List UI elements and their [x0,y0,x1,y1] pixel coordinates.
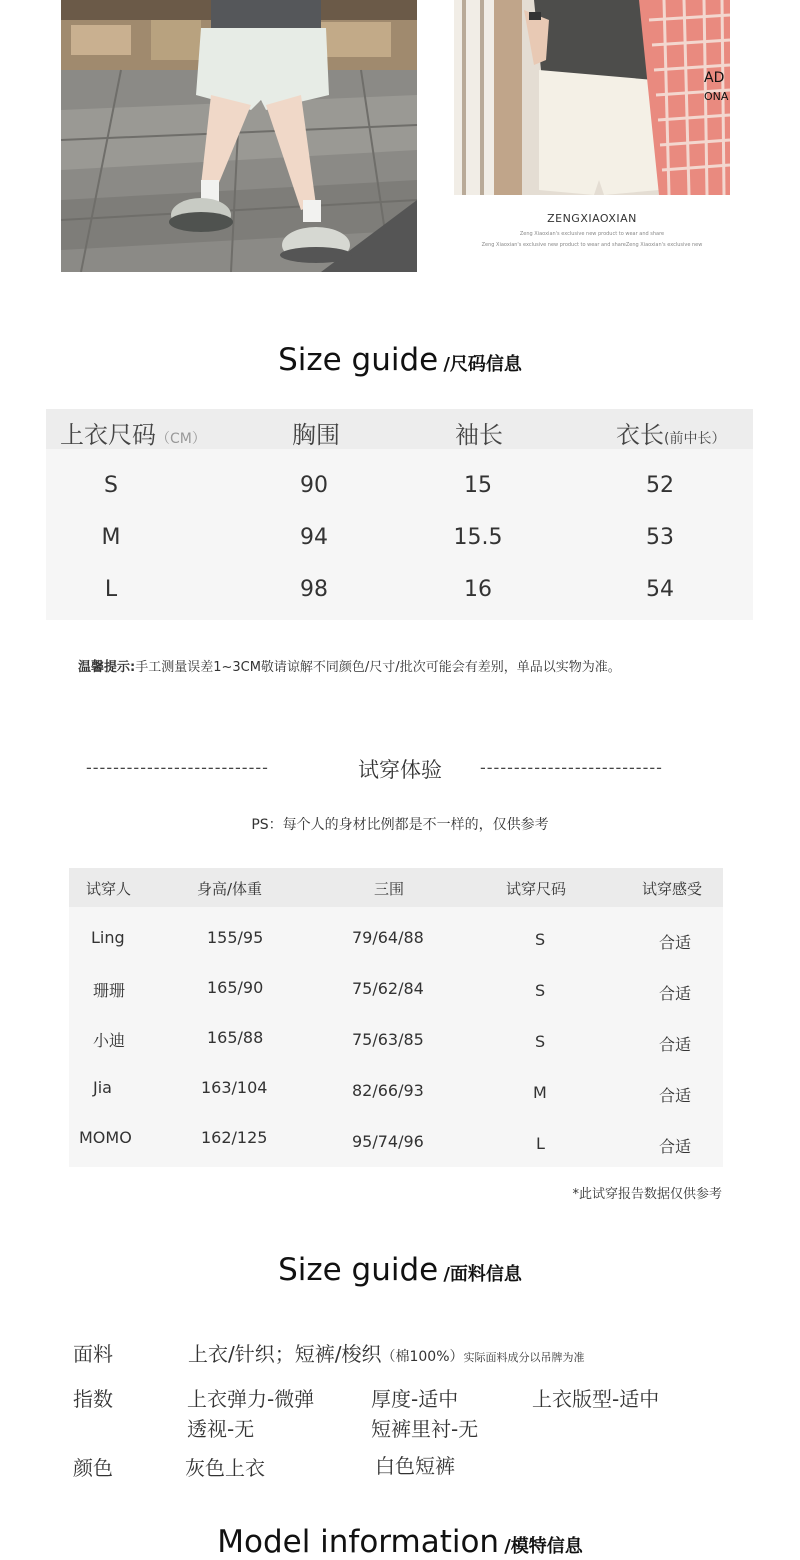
try-on-title: 试穿体验 [358,758,442,782]
tester-name: 小迪 [93,1031,126,1050]
chest-cell: 90 [300,473,328,498]
size-header-size [60,415,206,450]
tester-name: Jia [93,1078,112,1097]
tester-name: MOMO [79,1128,132,1147]
tip-label: 温馨提示: [78,660,136,675]
chest-cell: 94 [300,525,328,550]
try-header-measurements: 三围 [374,880,405,898]
fabric-guide-title [0,1252,800,1288]
chest-cell: 98 [300,577,328,602]
fabric-material: 上衣/针织；短裤/梭织 [188,1342,382,1366]
tester-size: S [535,981,546,1000]
size-table-header [46,409,753,449]
sleeve-cell: 15 [464,473,492,498]
index-fit: 上衣版型-适中 [532,1387,660,1411]
brand-tagline-1: Zeng Xiaoxian's exclusive new product to wear and share [519,231,665,237]
sign-text-1: AD [704,70,725,86]
try-header-size: 试穿尺码 [506,880,567,898]
tester-height-weight: 165/88 [207,1028,264,1047]
index-thickness: 厚度-适中 [371,1387,459,1411]
sign-text-2: ONA [704,90,729,103]
model-info-title-big: Model information [217,1524,500,1560]
size-header-sleeve: 袖长 [455,421,503,449]
sleeve-cell: 15.5 [453,525,503,550]
brand-tagline-2: Zeng Xiaoxian's exclusive new product to wear and shareZeng Xiaoxian's exclusive new [481,242,703,248]
size-cell: L [104,577,118,602]
size-header-length-label: 衣长 [616,421,664,449]
try-table-header [69,868,723,907]
size-cell: M [101,525,121,550]
color-shorts: 白色短裤 [375,1454,455,1478]
photo-right-illustration [454,0,730,195]
tester-measurements: 82/66/93 [352,1081,424,1100]
color-top: 灰色上衣 [185,1456,265,1480]
product-photo-right [454,0,730,195]
fabric-value [188,1338,585,1367]
sleeve-cell: 16 [464,577,492,602]
size-guide-title-small: /尺码信息 [443,354,522,375]
color-label: 颜色 [73,1456,113,1480]
tester-measurements: 95/74/96 [352,1132,424,1151]
tester-measurements: 75/62/84 [352,979,424,998]
try-on-note: *此试穿报告数据仅供参考 [572,1187,722,1202]
tester-height-weight: 165/90 [207,978,264,997]
size-guide-title [0,342,800,378]
index-lining: 短裤里衬-无 [371,1417,479,1441]
index-stretch: 上衣弹力-微弹 [187,1387,315,1411]
size-table [46,409,753,620]
fabric-note: 实际面料成分以吊牌为准 [463,1351,585,1364]
tip-text: 手工测量误差1~3CM敬请谅解不同颜色/尺寸/批次可能会有差别，单品以实物为准。 [135,660,621,675]
tester-feeling: 合适 [659,1035,692,1054]
length-cell: 52 [646,473,674,498]
tester-measurements: 79/64/88 [352,928,424,947]
tester-height-weight: 155/95 [207,928,264,947]
tester-feeling: 合适 [659,984,692,1003]
tester-feeling: 合适 [659,1086,692,1105]
tester-feeling: 合适 [659,933,692,952]
try-on-table [69,868,723,1167]
try-on-ps: PS：每个人的身材比例都是不一样的，仅供参考 [251,817,549,833]
size-header-size-label: 上衣尺码 [60,421,156,449]
size-cell: S [104,473,118,498]
try-header-feeling: 试穿感受 [642,880,703,898]
brand-name: ZENGXIAOXIAN [547,212,637,225]
product-photo-left [61,0,417,272]
tester-height-weight: 162/125 [201,1128,268,1147]
length-cell: 53 [646,525,674,550]
fabric-guide-title-big: Size guide [278,1252,439,1288]
measurement-tip [78,656,621,675]
size-header-length-unit: (前中长） [664,431,726,447]
model-info-title [0,1524,800,1560]
tester-size: S [535,930,546,949]
try-header-height-weight: 身高/体重 [197,880,263,898]
try-header-person: 试穿人 [86,880,132,898]
tester-feeling: 合适 [659,1137,692,1156]
tester-measurements: 75/63/85 [352,1030,424,1049]
length-cell: 54 [646,577,674,602]
index-label: 指数 [73,1387,113,1411]
tester-size: S [535,1032,546,1051]
size-guide-title-big: Size guide [278,342,439,378]
tester-size: M [533,1083,547,1102]
fabric-guide-title-small: /面料信息 [443,1264,522,1285]
divider-right: --------------------------- [480,758,663,777]
divider-left: --------------------------- [86,758,269,777]
size-header-length [616,415,725,450]
fabric-label: 面料 [73,1342,113,1366]
size-header-size-unit: （CM） [156,431,206,447]
size-header-chest: 胸围 [292,421,340,449]
tester-size: L [536,1134,545,1153]
tester-name: Ling [91,928,125,947]
fabric-cotton: （棉100%） [381,1349,464,1365]
index-transparency: 透视-无 [187,1417,255,1441]
tester-name: 珊珊 [93,981,126,1000]
model-info-title-small: /模特信息 [504,1536,583,1557]
tester-height-weight: 163/104 [201,1078,268,1097]
photo-left-illustration [61,0,417,272]
